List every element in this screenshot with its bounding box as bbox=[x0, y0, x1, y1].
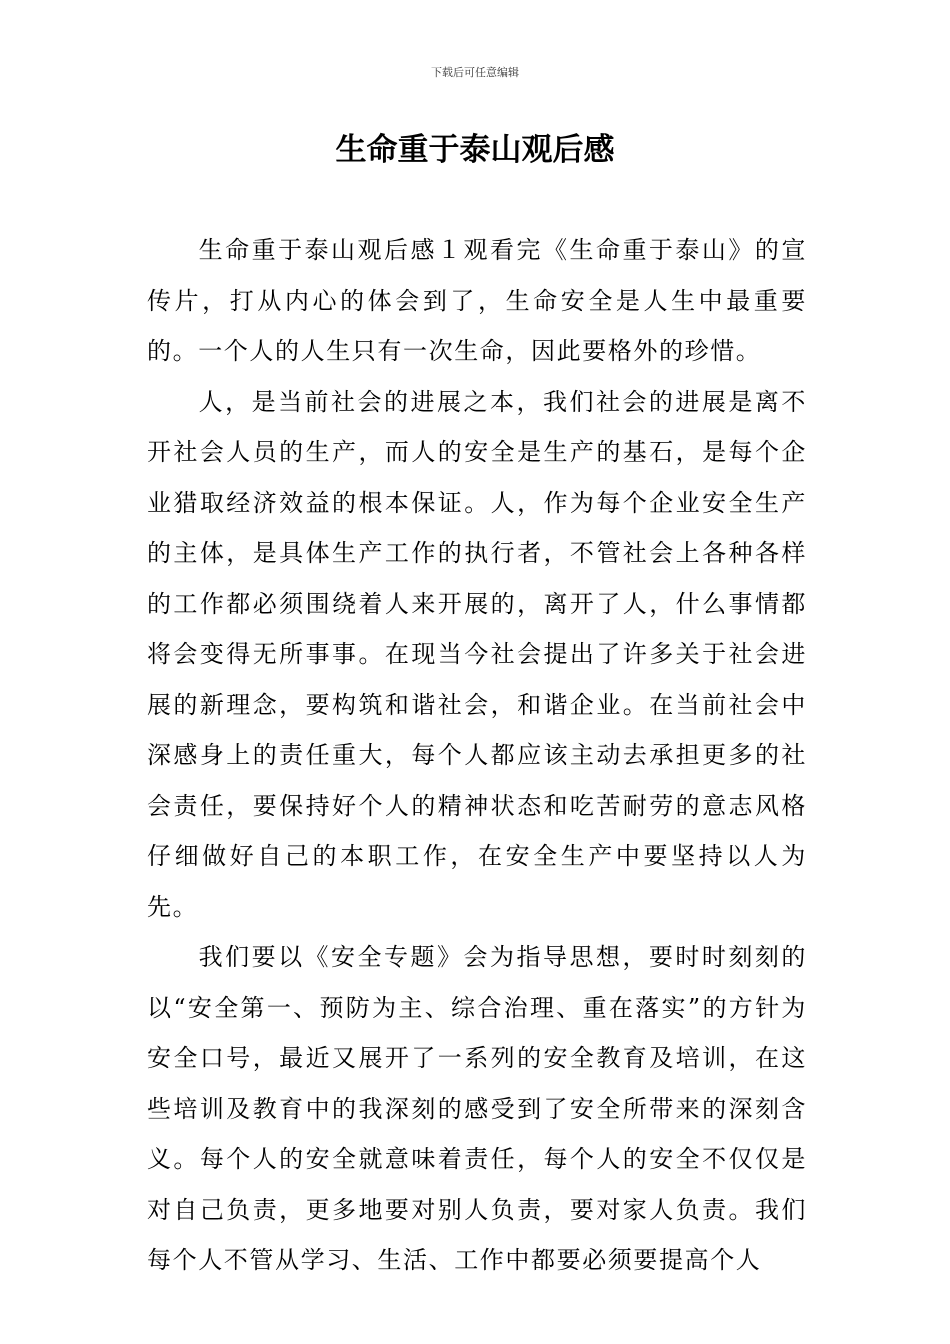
paragraph-1: 生命重于泰山观后感１观看完《生命重于泰山》的宣传片，打从内心的体会到了，生命安全是人生中最重要的。一个人的人生只有一次生命，因此要格外的珍惜。 bbox=[147, 236, 807, 365]
paragraph-2: 人，是当前社会的进展之本，我们社会的进展是离不开社会人员的生产，而人的安全是生产的基石，是每个企业猎取经济效益的根本保证。人，作为每个企业安全生产的主体，是具体生产工作的执行者，不管社会上各种各样的工作都必须围绕着人来开展的，离开了人，什么事情都将会变得无所事事。在现当今社会提出了许多关于社会进展的新理念，要构筑和谐社会，和谐企业。在当前社会中深感身上的责任重大，每个人都应该主动去承担更多的社会责任，要保持好个人的精神状态和吃苦耐劳的意志风格仔细做好自己的本职工作，在安全生产中要坚持以人为先。 bbox=[147, 387, 807, 921]
document-title: 生命重于泰山观后感 bbox=[335, 132, 615, 168]
header-note: 下载后可任意编辑 bbox=[431, 66, 519, 79]
document-body bbox=[147, 225, 807, 1286]
paragraph-3: 我们要以《安全专题》会为指导思想，要时时刻刻的以“安全第一、预防为主、综合治理、重在落实”的方针为安全口号，最近又展开了一系列的安全教育及培训，在这些培训及教育中的我深刻的感受到了安全所带来的深刻含义。每个人的安全就意味着责任，每个人的安全不仅仅是对自己负责，更多地要对别人负责，要对家人负责。我们每个人不管从学习、生活、工作中都要必须要提高个人 bbox=[147, 943, 807, 1274]
